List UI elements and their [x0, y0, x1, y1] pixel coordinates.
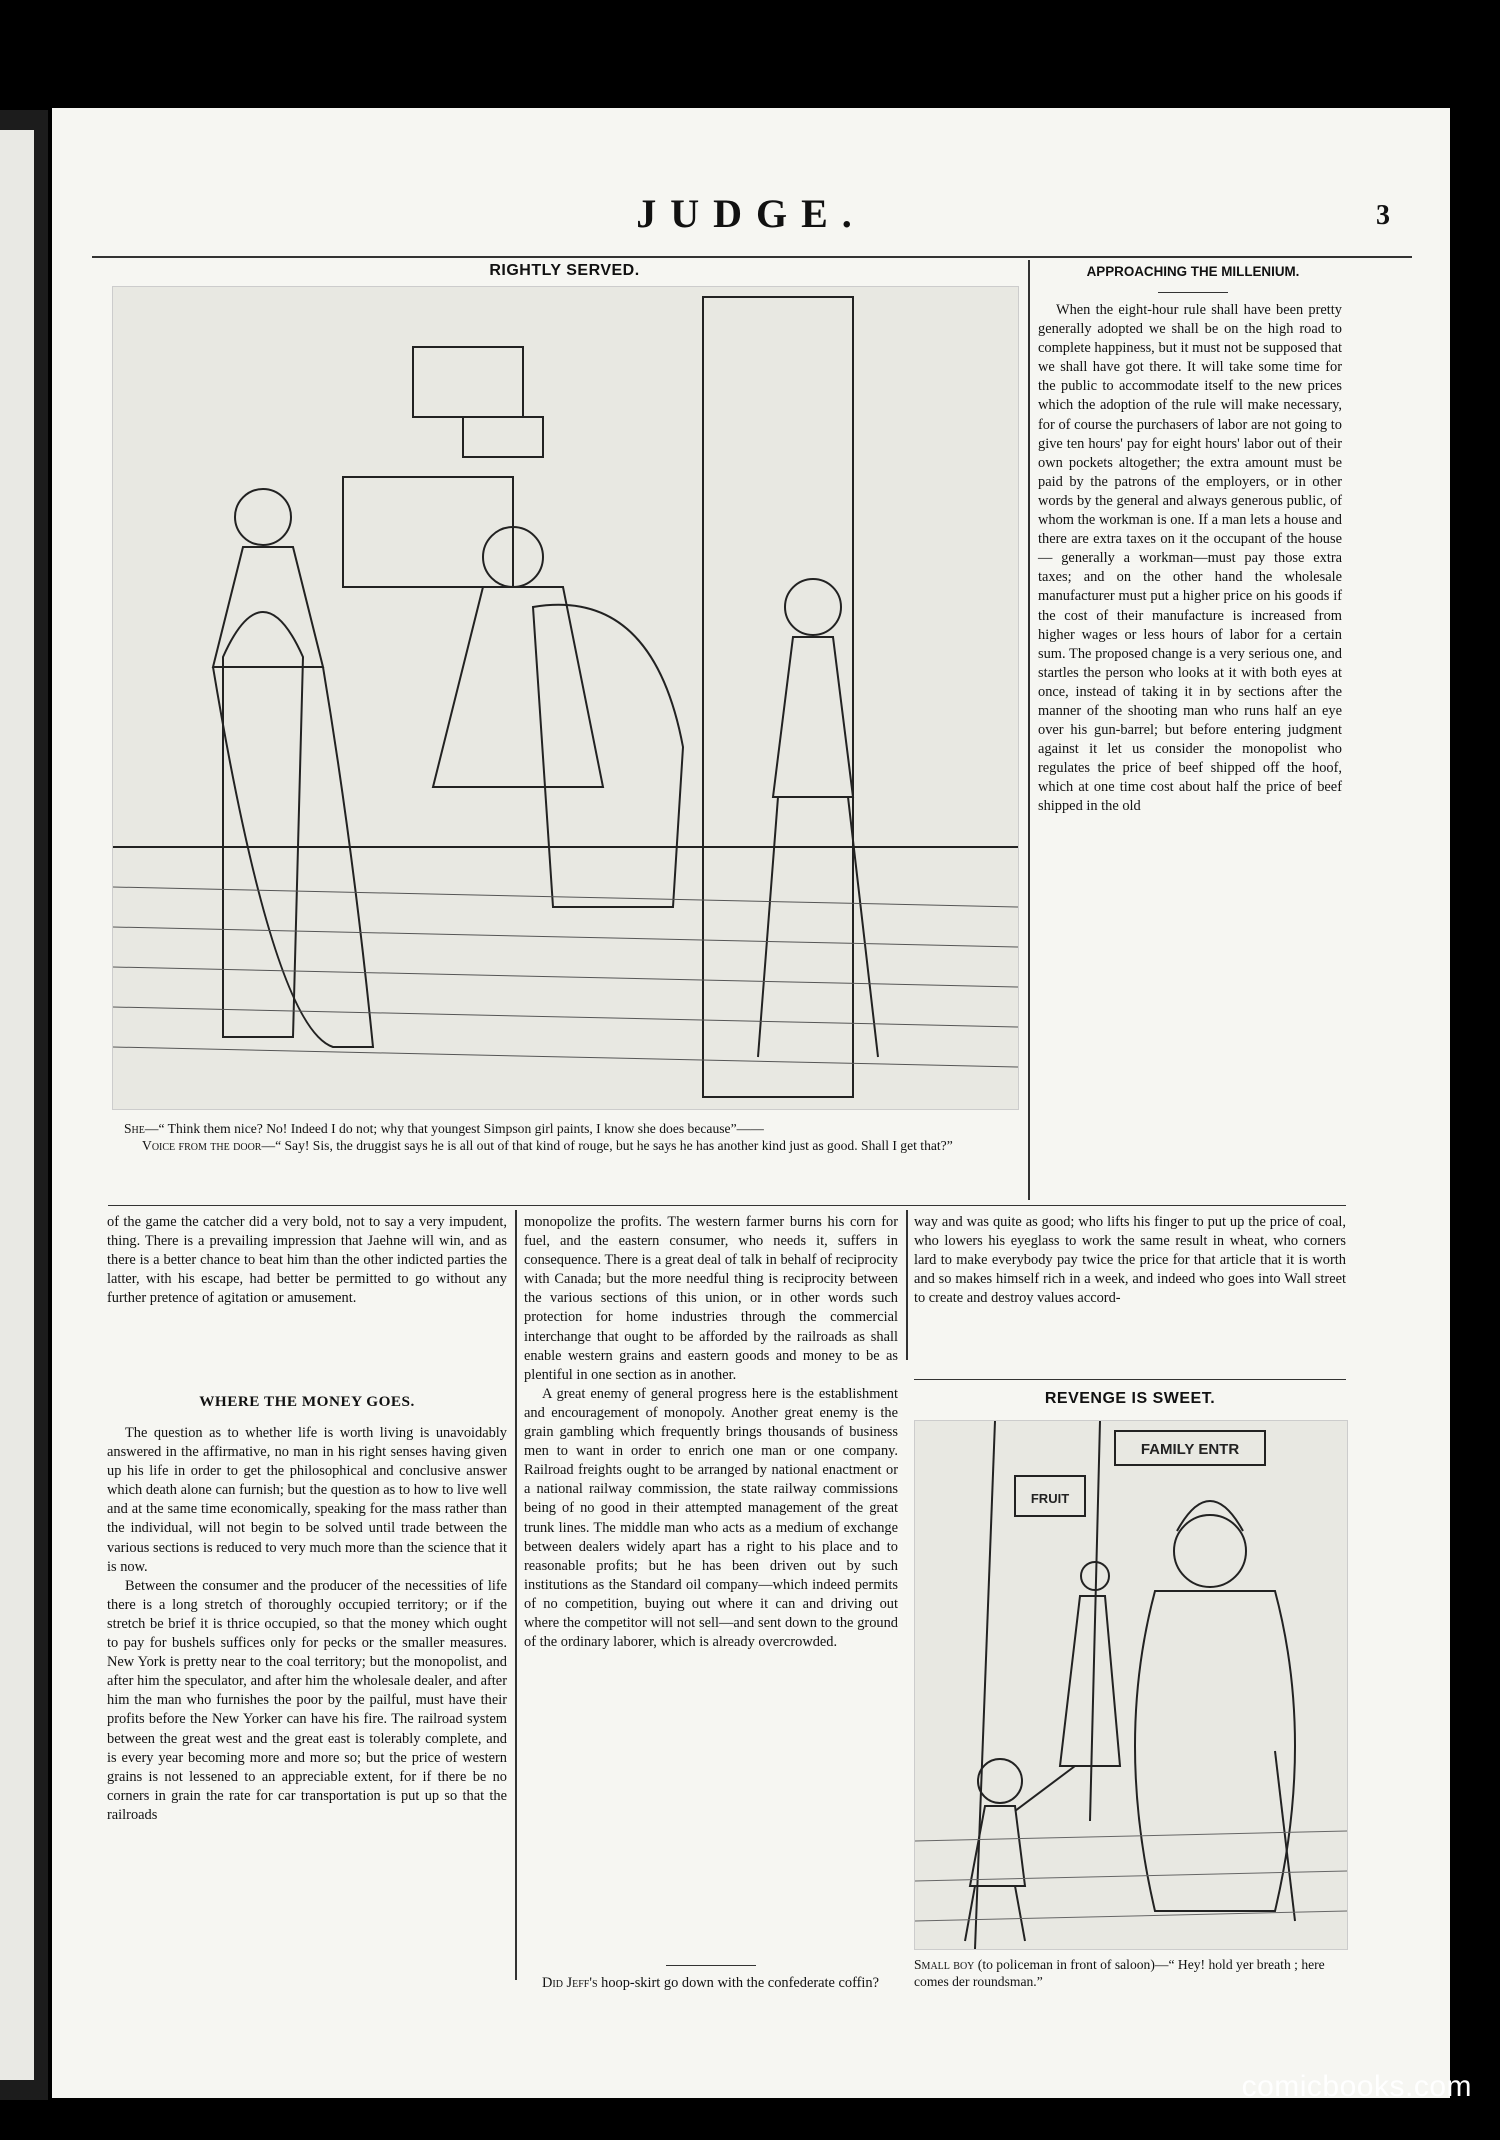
rightly-served-caption — [124, 1120, 1017, 1154]
catcher-paragraph: of the game the catcher did a very bold, not to say a very impudent, thing. There is a prevailing impression that Jaehne will win, and as there is a better chance to beat him than the other indicted parties the latter, with his escape, had better be permitted to go without any further pretence of agitation or amusement. — [107, 1214, 507, 1307]
masthead-rule — [92, 256, 1412, 258]
caption-voice-text: —“ Say! Sis, the druggist says he is all out of that kind of rouge, but he says he has another kind just as good. Shall I get that?” — [261, 1138, 953, 1153]
approaching-continued-text: way and was quite as good; who lifts his finger to put up the price of coal, who lowers his eyeglass to work the same result in wheat, who corners lard to make everybody pay twice the price for that article that it is worth and so makes himself rich in a week, and indeed who goes into Wall street to create and destroy values accord- — [914, 1214, 1346, 1307]
approaching-continued — [914, 1213, 1346, 1308]
policeman-scene-drawing — [915, 1421, 1347, 1949]
watermark: comicbooks.com — [1241, 2070, 1472, 2103]
facing-page-edge — [0, 130, 34, 2080]
caption-voice-label: Voice from the door — [142, 1138, 262, 1153]
caption-small-boy-label: Small boy — [914, 1957, 975, 1972]
revenge-caption — [914, 1956, 1346, 1990]
rightly-served-illustration — [112, 286, 1019, 1110]
jeff-text: hoop-skirt go down with the confederate coffin? — [597, 1975, 879, 1991]
sign-family-entrance: FAMILY ENTR — [1140, 1441, 1240, 1458]
approaching-article — [1038, 301, 1342, 817]
jeff-lead: Did Jeff's — [542, 1975, 598, 1991]
middle-divider — [666, 1965, 756, 1966]
caption-small-boy-text: (to policeman in front of saloon)—“ Hey! hold yer breath ; here comes der roundsman.” — [914, 1957, 1325, 1989]
column-divider-middle — [906, 1210, 908, 1360]
where-money-goes-heading: WHERE THE MONEY GOES. — [199, 1393, 415, 1410]
column-divider-left — [515, 1210, 517, 1980]
column-divider-right — [1028, 260, 1030, 1200]
approaching-text: When the eight-hour rule shall have been pretty generally adopted we shall be on the high road to complete happiness, but it must not be supposed that we shall have got there. It will take some time for the public to accommodate itself to the new prices which the adoption of the rule will make necessary, for of course the purchasers of labor are not going to give ten hours' pay for eight hours' labor out of their own pockets altogether; the extra amount must be paid by the patrons of the employers, or in other words by the general and always generous public, of whom the workman is one. If a man lets a house and there are extra taxes on it the occupant of the house — generally a workman—must pay those extra taxes; and on the other hand the wholesale manufacturer must put a higher price on his goods if the cost of their manufacture is increased from higher wages or less hours of labor for a certain sum. The proposed change is a very serious one, and startles the person who looks at it with both eyes at once, instead of taking it in by sections after the manner of the shooting man who runs half an eye over his gun-barrel; but before entering judgment against it let us consider the monopolist who regulates the price of beef shipped off the hoof, which at one time cost about half the price of beef shipped in the old — [1038, 302, 1342, 815]
revenge-top-rule — [914, 1379, 1346, 1380]
revenge-heading: REVENGE IS SWEET. — [1044, 1390, 1216, 1407]
page-number: 3 — [1376, 200, 1390, 231]
middle-paragraph-1: monopolize the profits. The western farmer burns his corn for fuel, and the eastern consumer, who needs it, suffers in consequence. There is a great deal of talk in behalf of reciprocity with Canada; but the more needful thing is reciprocity between the various sections of this union, or in other words such protection for home industries through the commercial interchange that ought to be afforded by the railroads as shall enable western grains and eastern goods and money to be as plentiful in one section as in another. — [524, 1214, 898, 1383]
middle-column — [524, 1213, 898, 1652]
money-paragraph-1: The question as to whether life is worth living is unavoidably answered in the affirmative, no man in his right senses having given up his life in order to get the philosophical and conclusive answer which death alone can furnish; but the question as to how to live well and at the same time economically, speaking for the mass rather than the individual, will not begin to be solved until trade between the various sections is reduced to very much more than the science that it is now. — [107, 1425, 507, 1575]
jeff-note — [524, 1974, 898, 1993]
parlor-scene-drawing — [113, 287, 1018, 1109]
left-column — [107, 1213, 507, 1308]
newspaper-page — [52, 108, 1450, 2098]
revenge-illustration — [914, 1420, 1348, 1950]
masthead: JUDGE. — [636, 191, 866, 236]
money-paragraph-2: Between the consumer and the producer of the necessities of life there is a long stretch of thoroughly occupied territory; or if the stretch be brief it is thrice occupied, so that the money which ought to pay for bushels suffices only for pecks or the smaller measures. New York is pretty near to the coal territory; but the monopolist, and after him the speculator, and after him the wholesale dealer, and after him the man who furnishes the poor by the pailful, must have their profits before the New Yorker can have his fire. The railroad system between the great west and the great east is tolerably complete, and is every year becoming more and more so; but the price of western grains is not lessened to an appreciable extent, for if there be no corners in grain the rate for car transportation is put up so that the railroads — [107, 1577, 507, 1823]
middle-paragraph-2: A great enemy of general progress here is the establishment and encouragement of monopoly. Another great enemy is the grain gambling which frequently brings thousands of business men to want in order to enrich one man or one company. Railroad freights ought to be arranged by national enactment or a national railway commission, the state railway commissions being of no good in their attempted management of the great trunk lines. The middle man who acts as a medium of exchange between dealers widely apart has a right to his place and to reasonable profits; but he has been driven out by such institutions as the Standard oil company—which indeed permits of no competition, buying out where it can and driving out where the competitor will not sell—and sent down to the ground of the ordinary laborer, which is already overcrowded. — [524, 1385, 898, 1651]
heading-rule — [1158, 292, 1228, 293]
approaching-heading: APPROACHING THE MILLENIUM. — [1086, 264, 1300, 279]
sign-fruit: FRUIT — [1030, 1491, 1070, 1506]
section-rule — [108, 1205, 1346, 1206]
caption-she-text: —“ Think them nice? No! Indeed I do not; why that youngest Simpson girl paints, I know she does because”—— — [144, 1121, 764, 1136]
rightly-served-heading: RIGHTLY SERVED. — [489, 262, 640, 279]
caption-she-label: She — [124, 1121, 145, 1136]
where-money-goes-article — [107, 1424, 507, 1825]
